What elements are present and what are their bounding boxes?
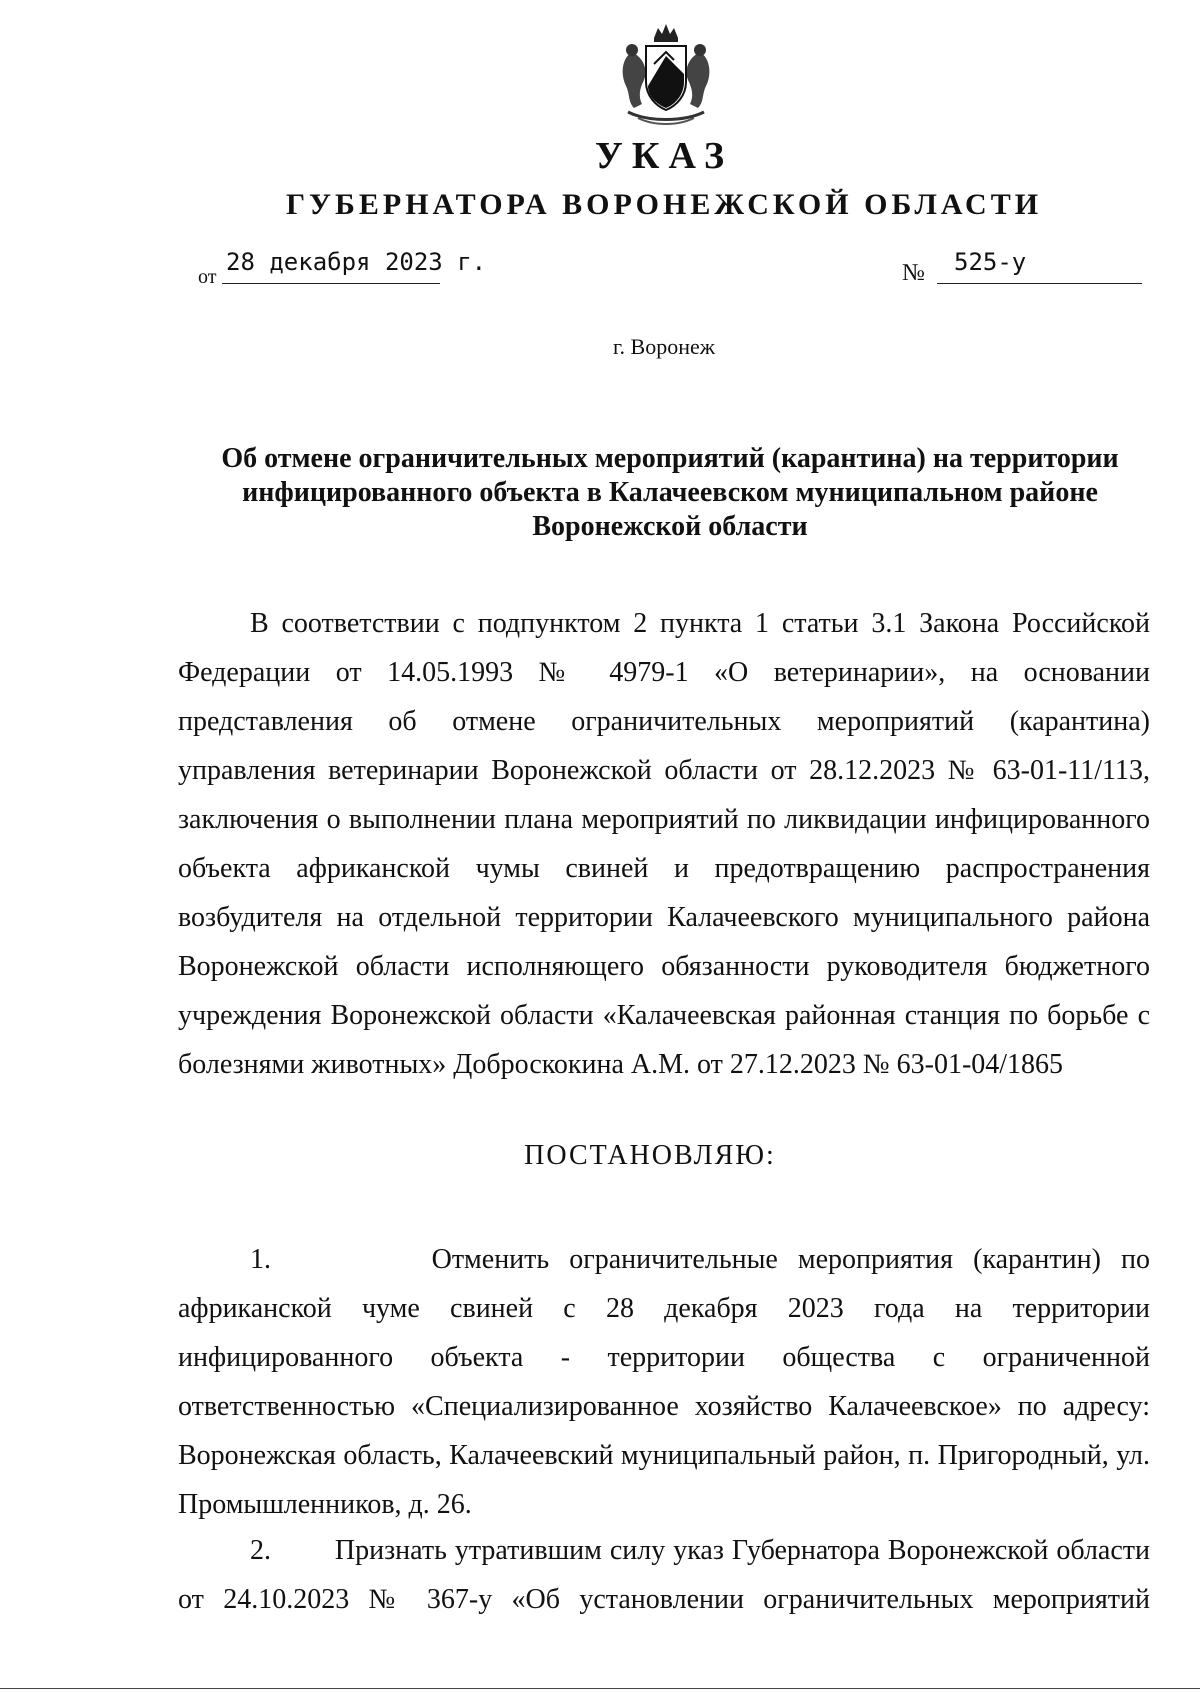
document-date: 28 декабря 2023 г. (226, 248, 487, 276)
decree-word: ПОСТАНОВЛЯЮ: (524, 1140, 776, 1171)
number-prefix: № (902, 260, 925, 286)
page-bottom-rule (0, 1688, 1200, 1689)
document-title: Об отмене ограничительных мероприятий (карантина) на территории инфицированного объекта в Калачеевском муниципальном районе Воронежской области (221, 443, 1119, 542)
issuing-city: г. Воронеж (613, 334, 715, 359)
coat-of-arms-emblem (608, 22, 724, 126)
number-underline (937, 283, 1142, 284)
date-underline (222, 283, 440, 284)
issuing-authority: ГУБЕРНАТОРА ВОРОНЕЖСКОЙ ОБЛАСТИ (285, 188, 1043, 221)
document-type-heading: УКАЗ (595, 135, 733, 177)
document-number: 525-у (954, 248, 1027, 276)
decree-item-1: 1. Отменить ограничительные мероприятия (карантин) по африканской чуме свиней с 28 декабря 2023 года на территории инфицированного объекта - территории общества с ограниченной ответственностью «Специализированное хозяйство Калачеевское» по адресу: Воронежская область, Калачеевский муниципальный район, п. Пригородный, ул. Промышленников, д. 26. (178, 1244, 1150, 1520)
date-prefix: от (198, 266, 217, 288)
decree-item-2: 2. Признать утратившим силу указ Губернатора Воронежской области от 24.10.2023 № 367-у «Об установлении ограничительных мероприятий (178, 1535, 1150, 1615)
preamble-paragraph: В соответствии с подпунктом 2 пункта 1 статьи 3.1 Закона Российской Федерации от 14.05.1993 № 4979-1 «О ветеринарии», на основании представления об отмене ограничительных мероприятий (карантина) управления ветеринарии Воронежской области от 28.12.2023 № 63-01-11/113, заключения о выполнении плана мероприятий по ликвидации инфицированного объекта африканской чумы свиней и предотвращению распространения возбудителя на отдельной территории Калачеевского муниципального района Воронежской области исполняющего обязанности руководителя бюджетного учреждения Воронежской области «Калачеевская районная станция по борьбе с болезнями животных» Доброскокина А.М. от 27.12.2023 № 63-01-04/1865 (178, 608, 1150, 1080)
